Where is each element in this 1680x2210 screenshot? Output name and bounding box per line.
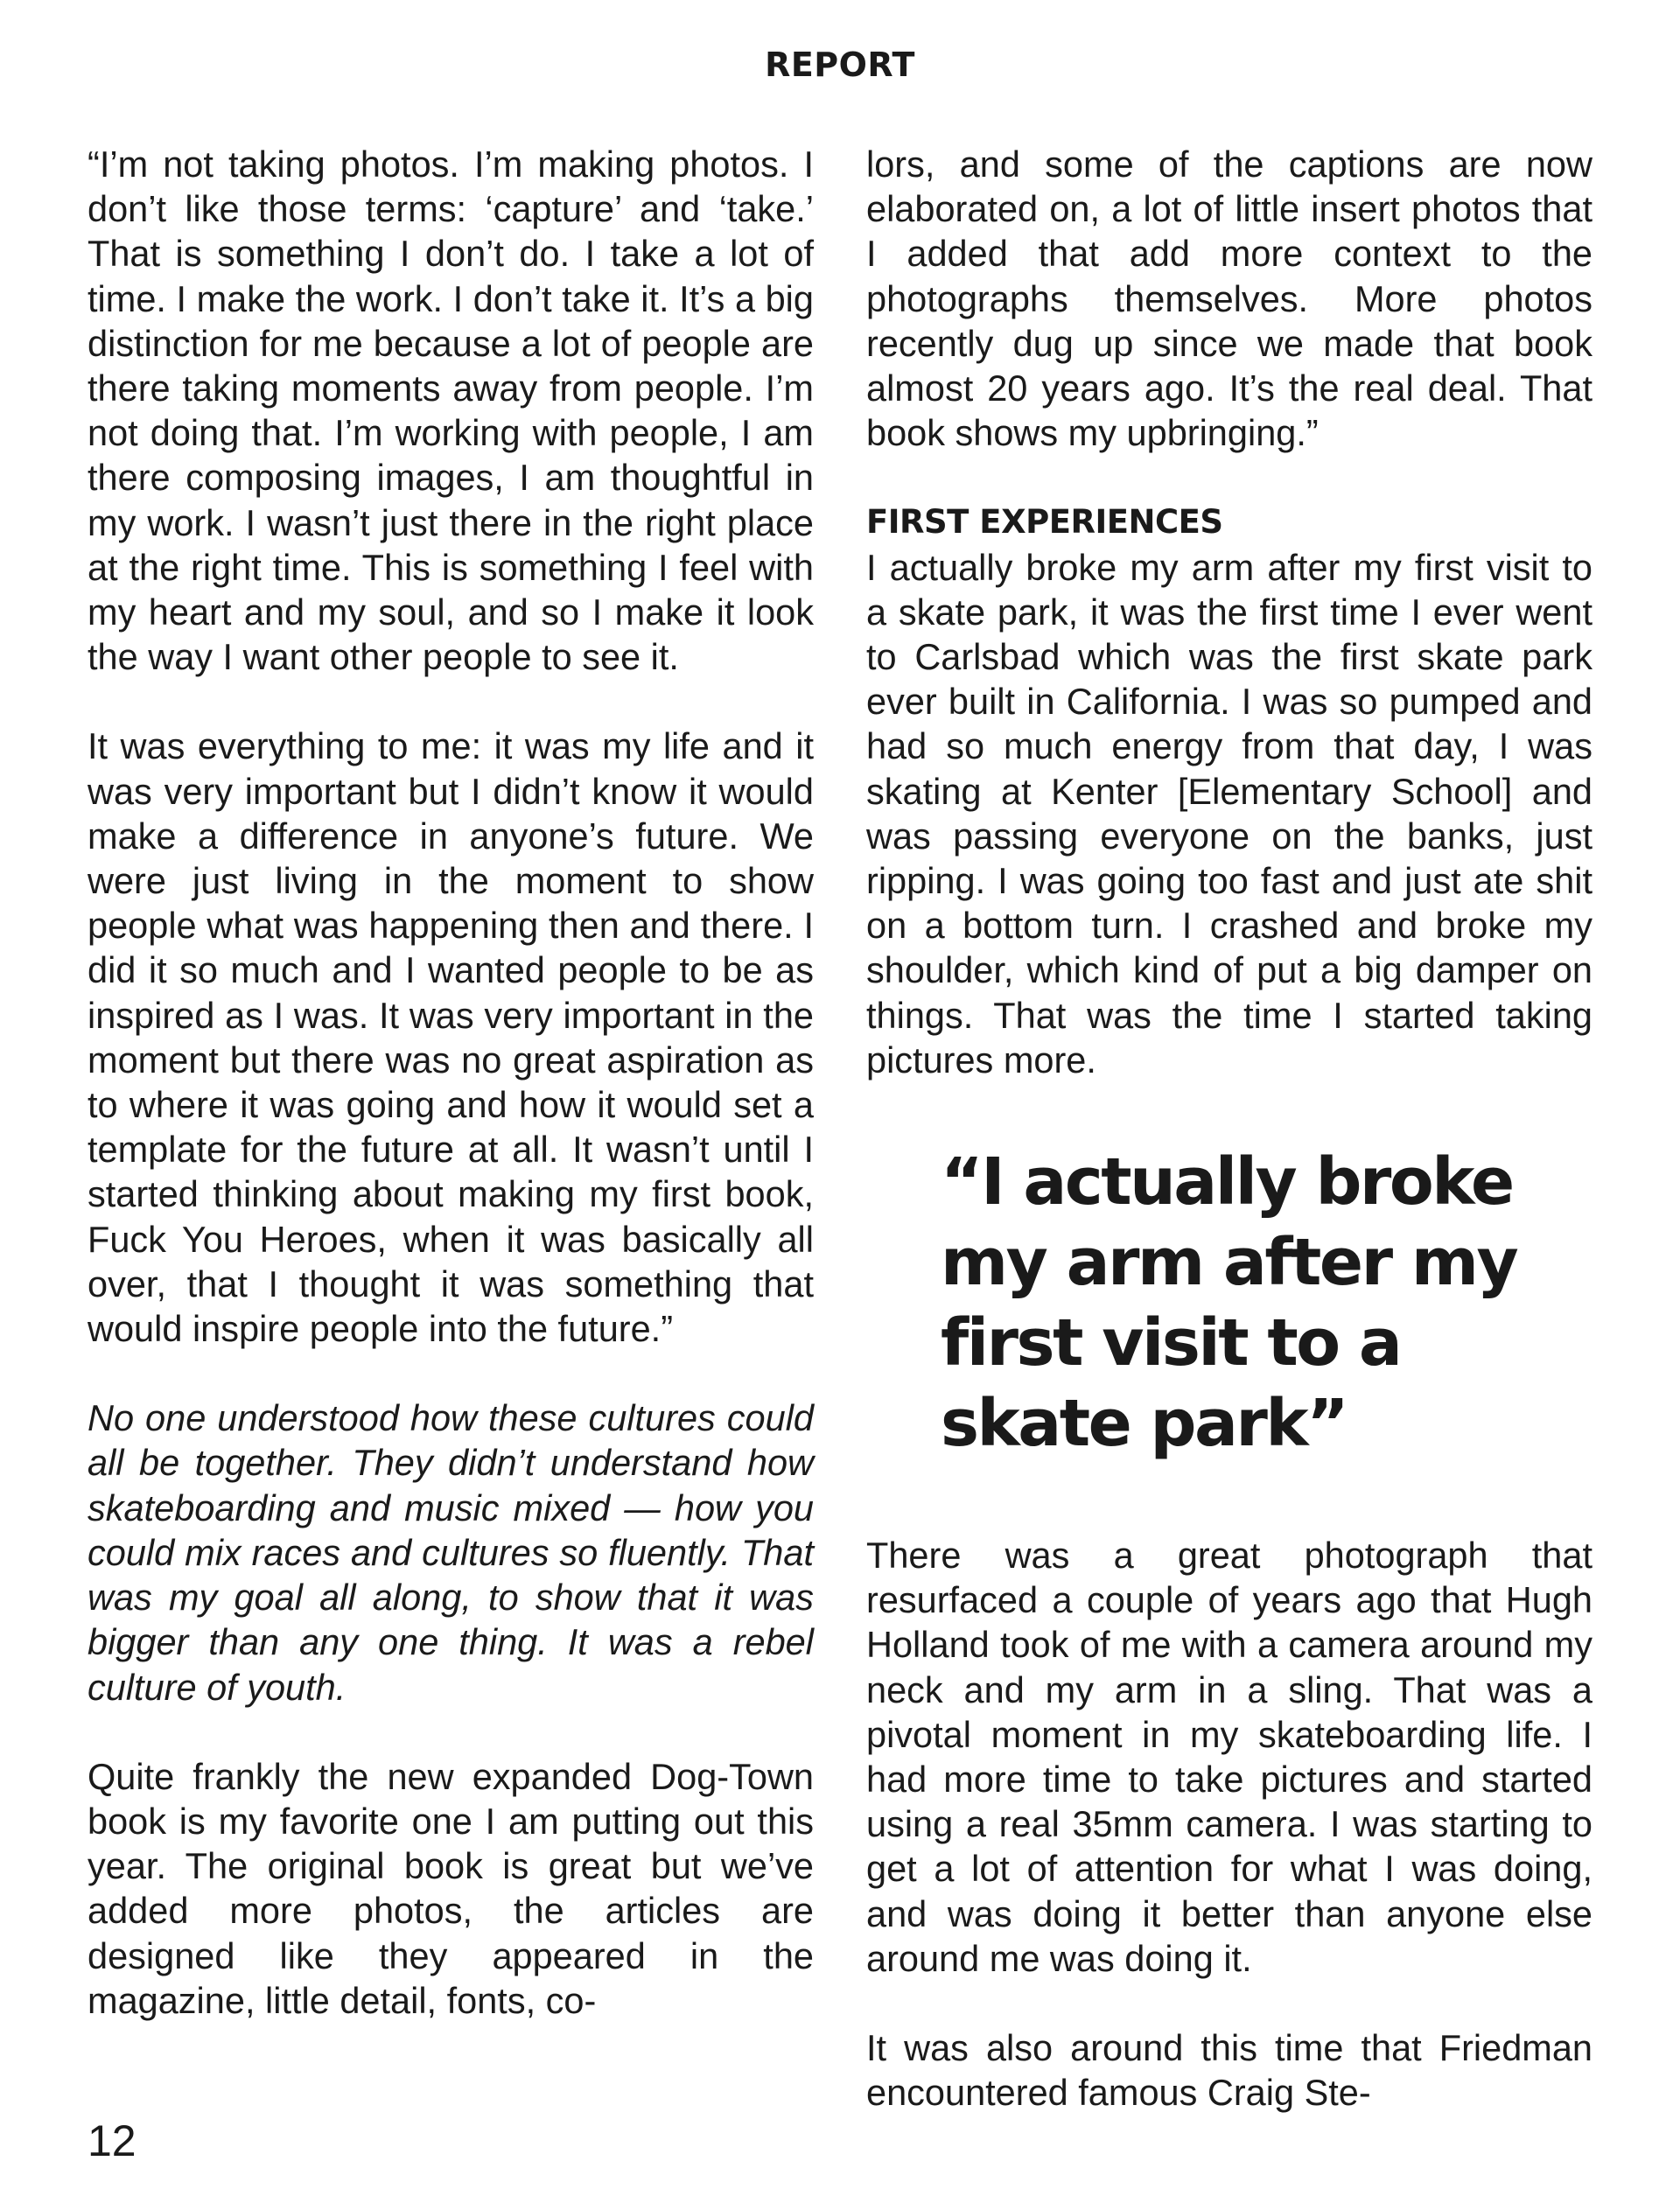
page-number: 12 (88, 2116, 136, 2165)
paragraph-continued: lors, and some of the captions are now elaborated on, a lot of little insert photos that I added that add more context to the photographs themselves. More photos recently dug up since we made that book almost 20 years ago. It’s the real deal. That book shows my upbringing.” (866, 143, 1592, 454)
right-column-lower (866, 1533, 1592, 2159)
pull-quote: “I actually broke my arm after my first visit to a skate park” (941, 1144, 1517, 1461)
left-column (88, 142, 814, 2067)
paragraph-italic-cultures: No one understood how these cultures could all be together. They didn’t understand how skateboarding and music mixed — how you could mix races and cultures so fluently. That was my goal all along, to show that it was bigger than any one thing. It was a rebel culture of youth. (88, 1397, 814, 1708)
paragraph-dogtown-book: Quite frankly the new expanded Dog-Town book is my favorite one I am putting out this year. The original book is great but we’ve added more photos, the articles are designed like they appeared in the magazine, little detail, fonts, co- (88, 1755, 814, 2021)
paragraph-everything-to-me: It was everything to me: it was my life and it was very important but I didn’t know it would make a difference in anyone’s future. We were just living in the moment to show people what was happening then and there. I did it so much and I wanted people to be as inspired as I was. It was very important in the moment but there was no great aspiration as to where it was going and how it would set a template for the future at all. It wasn’t until I started thinking about making my first book, Fuck You Heroes, when it was basically all over, that I thought it was something that would inspire people into the future.” (88, 725, 814, 1350)
section-header: REPORT (765, 45, 915, 84)
paragraph-craig-stecyk: It was also around this time that Friedman encountered famous Craig Ste- (866, 2027, 1592, 2114)
paragraph-photos-quote: “I’m not taking photos. I’m making photos. I don’t like those terms: ‘capture’ and ‘take.’ That is something I don’t do. I take a lot of time. I make the work. I don’t take it. It’s a big distinction for me because a lot of people are there taking moments away from people. I’m not doing that. I’m working with people, I am there composing images, I am thoughtful in my work. I wasn’t just there in the right place at the right time. This is something I feel with my heart and my soul, and so I make it look the way I want other people to see it. (88, 143, 814, 678)
paragraph-hugh-holland: There was a great photograph that resurfaced a couple of years ago that Hugh Holland took of me with a camera around my neck and my arm in a sling. That was a pivotal moment in my skateboarding life. I had more time to take pictures and started using a real 35mm camera. I was starting to get a lot of attention for what I was doing, and was doing it better than anyone else around me was doing it. (866, 1535, 1592, 1979)
right-column-upper (866, 142, 1592, 1127)
paragraph-broke-arm: I actually broke my arm after my first visit to a skate park, it was the first time I ever went to Carlsbad which was the first skate park ever built in California. I was so pumped and had so much energy from that day, I was skating at Kenter [Elementary School] and was passing everyone on the banks, just ripping. I was going too fast and just ate shit on a bottom turn. I crashed and broke my shoulder, which kind of put a big damper on things. That was the time I started taking pictures more. (866, 546, 1592, 1081)
subhead-first-experiences: FIRST EXPERIENCES (866, 503, 1223, 542)
